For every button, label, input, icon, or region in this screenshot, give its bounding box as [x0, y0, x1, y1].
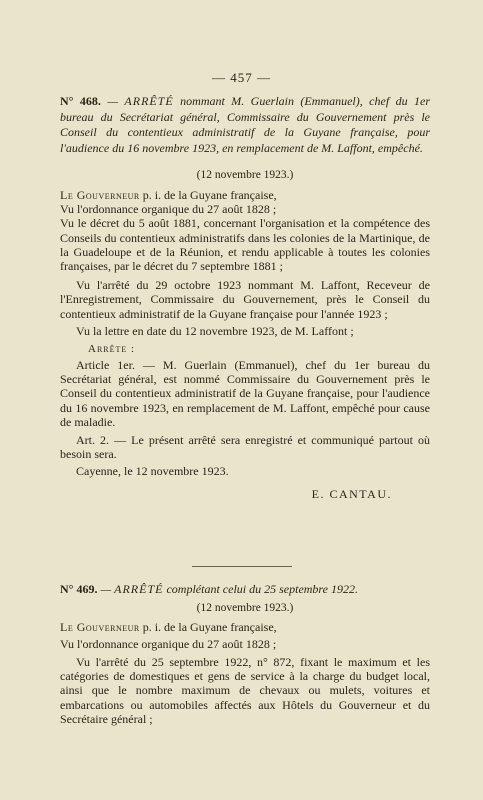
decree-469-date: (12 novembre 1923.) [196, 601, 294, 614]
decree-468-signature: E. CANTAU. [311, 486, 392, 501]
decree-468-visa-4: Vu la lettre en date du 12 novembre 1923, de M. Laffont ; [76, 323, 354, 338]
decree-469-title-rest: complétant celui du 25 septembre 1922. [163, 582, 358, 596]
decree-469 [60, 582, 430, 726]
decree-468-date: (12 novembre 1923.) [196, 169, 294, 181]
decree-468 [60, 94, 430, 502]
decree-469-governor [60, 620, 430, 634]
page-number: — 457 — [212, 70, 271, 85]
decree-468-governor-title: Le Gouverneur [60, 188, 140, 202]
decree-468-governor-rest: p. i. de la Guyane française, [139, 188, 277, 202]
decree-469-heading [60, 582, 430, 598]
decree-468-arrete: Arrête : [88, 343, 136, 356]
decree-468-article-1: Article 1er. — M. Guerlain (Emmanuel), chef du 1er bureau du Secrétariat général, est nommé Commissaire du Gouvernement près le Conseil du contentieux administratif de la Guyane française, pour l'audience du 16 novembre 1923, en remplacement de M. Laffont, empêché pour cause de maladie. [60, 358, 430, 429]
decree-468-number: N° 468. [60, 94, 101, 108]
decree-468-place-date: Cayenne, le 12 novembre 1923. [76, 464, 229, 479]
decree-468-visa-2: Vu le décret du 5 août 1881, concernant l'organisation et la compétence des Conseils du contentieux administratifs dans les colonies de la Martinique, de la Guadeloupe et de la Réunion, et rendu applicable à toutes les colonies françaises, par le décret du 7 septembre 1881 ; [60, 216, 430, 274]
decree-468-title-word: ARRÊTÉ [124, 94, 174, 108]
decree-468-heading [60, 94, 430, 156]
section-divider [192, 566, 292, 567]
decree-469-governor-rest: p. i. de la Guyane française, [139, 619, 277, 634]
decree-468-visa-1: Vu l'ordonnance organique du 27 août 1828 ; [60, 202, 277, 217]
decree-469-visa-2: Vu l'arrêté du 25 septembre 1922, n° 872, fixant le maximum et les catégories de domestiques et gens de service à la charge du budget local, ainsi que le nombre maximum de chevaux ou mulets, voitures et embarcations ou automobiles affectés aux Hôtels du Gouverneur et du Secrétaire général ; [60, 654, 430, 726]
decree-468-governor [60, 188, 430, 202]
decree-468-article-2: Art. 2. — Le présent arrêté sera enregistré et communiqué partout où besoin sera. [60, 433, 430, 462]
decree-469-visa-1: Vu l'ordonnance organique du 27 août 1828 ; [60, 636, 277, 651]
decree-468-dash: — [100, 94, 125, 108]
decree-469-title-word: ARRÊTÉ [114, 582, 164, 596]
decree-468-visa-3: Vu l'arrêté du 29 octobre 1923 nommant M. Laffont, Receveur de l'Enregistrement, Commissaire du Gouvernement, près le Conseil du contentieux administratif de la Guyane française pour l'année 1923 ; [60, 278, 430, 321]
decree-469-dash: — [97, 582, 115, 596]
decree-469-governor-title: Le Gouverneur [60, 619, 140, 634]
decree-469-number: N° 469. [60, 582, 98, 596]
decree-468-title-rest: nommant M. Guerlain (Emmanuel), chef du 1er bureau du Secrétariat général, Commissaire du Gouvernement près le Conseil du contentieux administratif de la Guyane française, pour l'audience du 16 novembre 1923, en remplacement de M. Laffont, empêché. [60, 94, 431, 155]
